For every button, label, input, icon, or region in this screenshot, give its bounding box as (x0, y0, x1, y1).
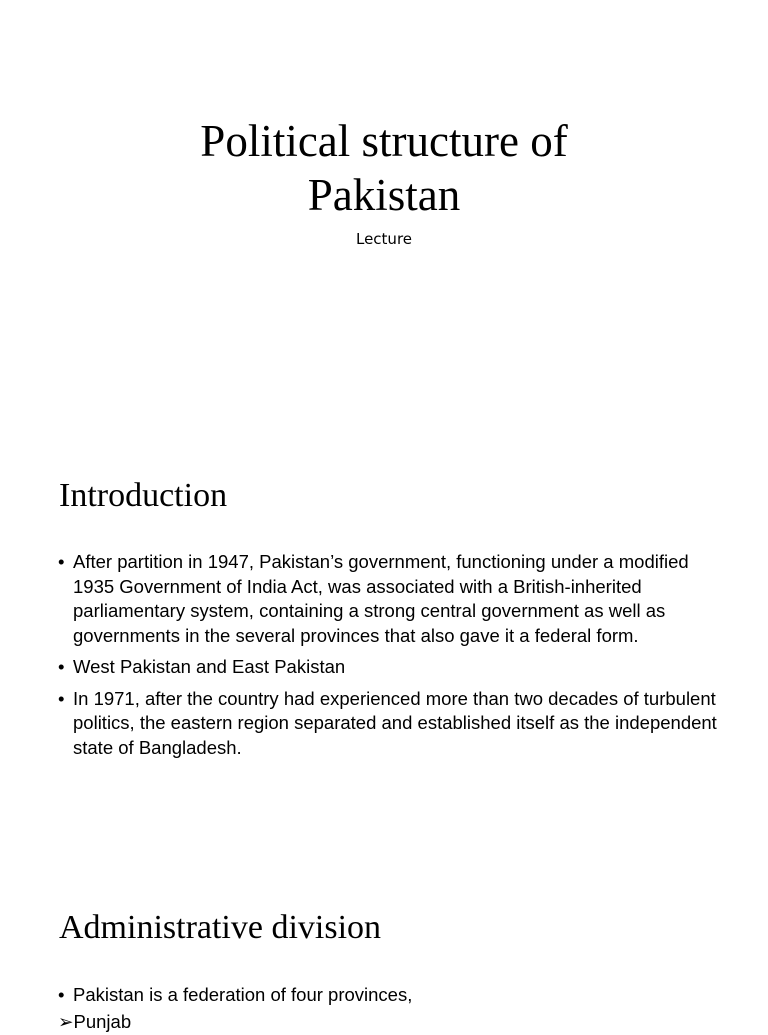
province-item-punjab (58, 1010, 131, 1035)
title-line-2: Pakistan (307, 170, 461, 220)
slide-subtitle: Lecture (355, 230, 413, 248)
slide-introduction (0, 432, 768, 864)
bullet-icon: • (58, 551, 65, 572)
list-item (58, 655, 718, 680)
introduction-heading: Introduction (59, 477, 228, 514)
list-item (58, 687, 718, 761)
bullet-icon: • (58, 687, 65, 709)
administrative-bullet-list (58, 983, 718, 1015)
list-item (58, 983, 718, 1008)
list-item (58, 550, 718, 648)
slide-title-heading (0, 114, 768, 222)
bullet-icon: • (58, 656, 65, 677)
slide-title (0, 0, 768, 432)
bullet-text: In 1971, after the country had experienced more than two decades of turbulent politics, the eastern region separated and established itself as the independent state of Bangladesh. (73, 687, 717, 758)
province-label: Punjab (73, 1011, 132, 1032)
administrative-division-heading: Administrative division (59, 909, 382, 946)
introduction-bullet-list (58, 550, 718, 767)
title-line-1: Political structure of (200, 116, 568, 166)
bullet-text: West Pakistan and East Pakistan (73, 656, 346, 677)
bullet-text: After partition in 1947, Pakistan’s government, functioning under a modified 1935 Government of India Act, was associated with a British-inherited parliamentary system, containing a strong central government as well as governments in the several provinces that also gave it a federal form. (73, 551, 689, 646)
slide-administrative-division (0, 864, 768, 1032)
bullet-text: Pakistan is a federation of four provinces, (73, 984, 413, 1005)
bullet-icon: • (58, 984, 65, 1005)
arrow-bullet-icon: ➢ (58, 1011, 74, 1032)
